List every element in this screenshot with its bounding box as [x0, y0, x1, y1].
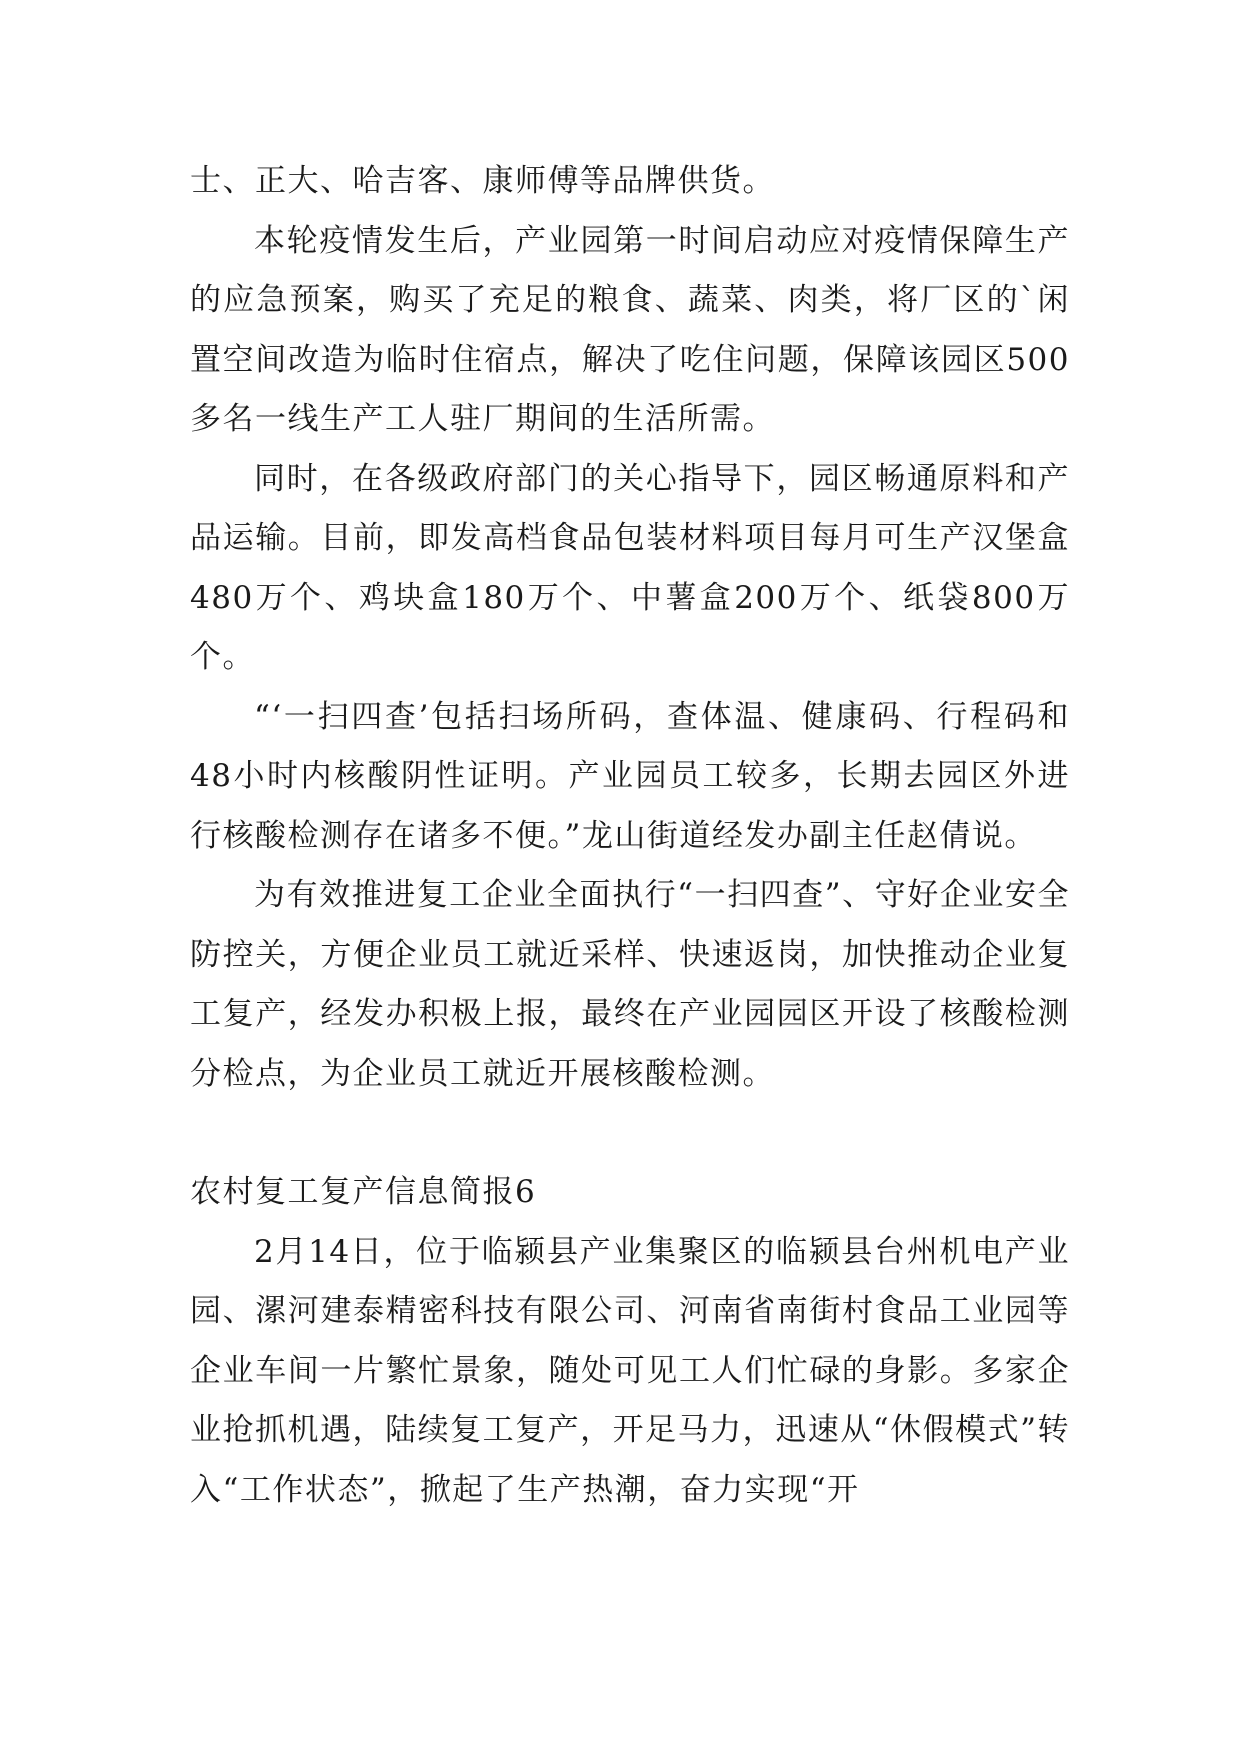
paragraph-continuation: 士、正大、哈吉客、康师傅等品牌供货。: [190, 163, 775, 199]
section-title: 农村复工复产信息简报6: [190, 1174, 537, 1210]
paragraph-quote: “‘一扫四查’包括扫场所码，查体温、健康码、行程码和48小时内核酸阴性证明。产业园员工较多，长期去园区外进行核酸检测存在诸多不便。”龙山街道经发办副主任赵倩说。: [190, 698, 1070, 854]
paragraph-linying: 2月14日，位于临颍县产业集聚区的临颍县台州机电产业园、漯河建泰精密科技有限公司、河南省南街村食品工业园等企业车间一片繁忙景象，随处可见工人们忙碌的身影。多家企业抢抓机遇，陆续复工复产，开足马力，迅速从“休假模式”转入“工作状态”，掀起了生产热潮，奋力实现“开: [190, 1233, 1070, 1508]
paragraph-transport: 同时，在各级政府部门的关心指导下，园区畅通原料和产品运输。目前，即发高档食品包装材料项目每月可生产汉堡盒480万个、鸡块盒180万个、中薯盒200万个、纸袋800万个。: [190, 460, 1070, 675]
paragraph-epidemic-plan: 本轮疫情发生后，产业园第一时间启动应对疫情保障生产的应急预案，购买了充足的粮食、蔬菜、肉类，将厂区的`闲置空间改造为临时住宿点，解决了吃住问题，保障该园区500多名一线生产工人驻厂期间的生活所需。: [190, 222, 1070, 437]
document-body: [190, 152, 1070, 1520]
paragraph-testing-point: 为有效推进复工企业全面执行“一扫四查”、守好企业安全防控关，方便企业员工就近采样、快速返岗，加快推动企业复工复产，经发办积极上报，最终在产业园园区开设了核酸检测分检点，为企业员工就近开展核酸检测。: [190, 877, 1070, 1092]
